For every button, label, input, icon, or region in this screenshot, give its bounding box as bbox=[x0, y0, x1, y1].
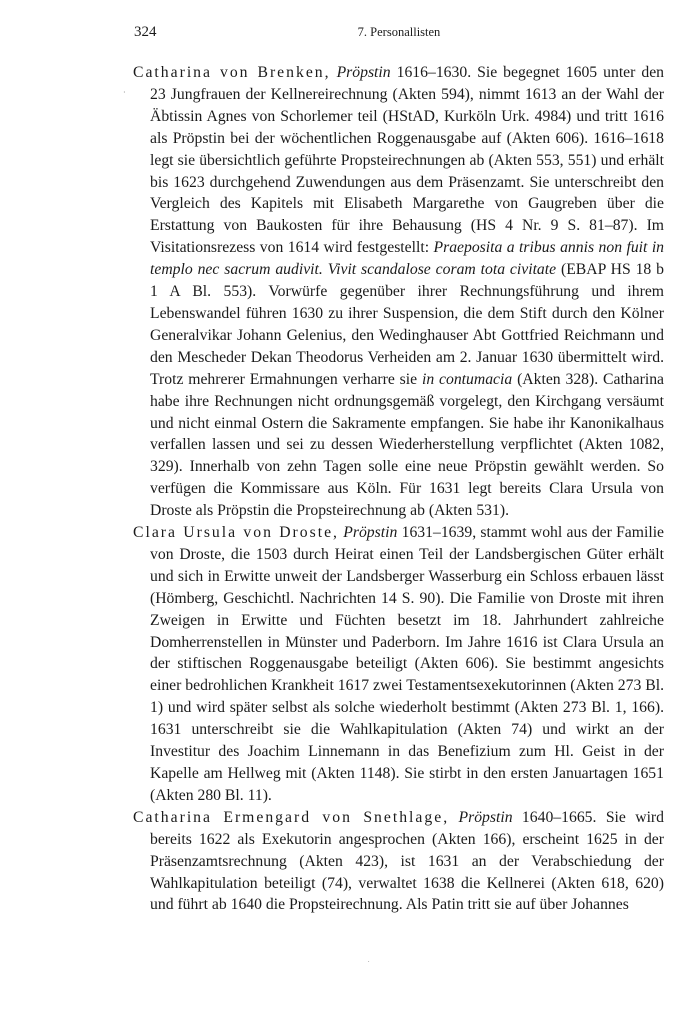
page-header bbox=[134, 24, 664, 44]
entry-title: Pröpstin bbox=[343, 524, 398, 542]
entry-latin-quote: in contumacia bbox=[421, 370, 513, 388]
entry-name: Catharina Ermengard von Snethlage, bbox=[133, 808, 450, 826]
entry-years: 1640–1665. bbox=[521, 808, 597, 826]
entry-years: 1631–1639, bbox=[401, 524, 477, 542]
entry-name: Catharina von Brenken, bbox=[133, 64, 331, 81]
page-number: 324 bbox=[134, 24, 157, 40]
entry-text: Sie wird bereits 1622 als Exekutorin angesprochen (Akten 166), erscheint 1625 in der Präsenzamtsrechnung (Akten 423), ist 1631 an der Verabschiedung der Wahlkapitulation beteiligt (74), verwaltet 1638 die Kellnerei (Akten 618, 620) und führt ab 1640 die Propsteirechnung. Als Patin tritt sie auf über Johannes bbox=[150, 808, 664, 914]
entry-clara-ursula-von-droste bbox=[133, 522, 664, 807]
bottom-mark: . bbox=[368, 958, 370, 964]
margin-mark: · bbox=[123, 88, 126, 97]
running-head: 7. Personallisten bbox=[357, 25, 441, 39]
entry-catharina-von-brenken bbox=[133, 62, 664, 522]
entry-latin-quote: Praeposita a tribus annis non fuit in templo nec sacrum audivit. Vivit scandalose coram tota civitate bbox=[150, 239, 665, 279]
entry-name: Clara Ursula von Droste, bbox=[133, 524, 339, 542]
entry-text: Sie begegnet 1605 unter den 23 Jungfrauen der Kellnereirechnung (Akten 594), nimmt 1613 an der Wahl der Äbtissin Agnes von Schorlemer teil (HStAD, Kurköln Urk. 4984) und tritt 1616 als Pröpstin bei der wöchentlichen Roggenausgabe auf (Akten 606). 1616–1618 legt sie übersichtlich geführte Propsteirechnungen ab (Akten 553, 551) und erhält bis 1623 durchgehend Zuwendungen aus dem Präsenzamt. Sie unterschreibt den Vergleich des Kapitels mit Elisabeth Margarethe von Gaugreben über die Erstattung von Baukosten für ihre Behausung (HS 4 Nr. 9 S. 81–87). Im Visitationsrezess von 1614 wird festgestellt: bbox=[150, 64, 665, 257]
entry-years: 1616–1630. bbox=[396, 64, 472, 81]
entry-text: stammt wohl aus der Familie von Droste, die 1503 durch Heirat einen Teil der Landsbergischen Güter erhält und sich in Erwitte unweit der Landsberger Wasserburg ein Schloss erbauen lässt (Hömberg, Geschichtl. Nachrichten 14 S. 90). Die Familie von Droste mit ihren Zweigen in Erwitte und Füchten besetzt im 18. Jahrhundert zahlreiche Domherrenstellen in Münster und Paderborn. Im Jahre 1616 ist Clara Ursula an der stiftischen Roggenausgabe beteiligt (Akten 606). Sie bestimmt angesichts einer bedrohlichen Krankheit 1617 zwei Testamentsexekutorinnen (Akten 273 Bl. 1) und wird später selbst als solche wiederholt bestimmt (Akten 273 Bl. 1, 166). 1631 unterschreibt sie die Wahlkapitulation (Akten 74) und wirkt an der Investitur des Joachim Linnemann in das Benefizium zum Hl. Geist in der Kapelle am Hellweg mit (Akten 1148). Sie stirbt in den ersten Januartagen 1651 (Akten 280 Bl. 11). bbox=[150, 524, 665, 804]
body-text bbox=[133, 62, 664, 916]
entry-catharina-ermengard-von-snethlage bbox=[133, 807, 664, 917]
entry-title: Pröpstin bbox=[336, 64, 391, 81]
entry-text: (Akten 328). Catharina habe ihre Rechnungen nicht ordnungsgemäß vorgelegt, den Kirchgang versäumt und nicht einmal Ostern die Sakramente empfangen. Sie habe ihr Kanonikalhaus verfallen lassen und sei zu dessen Wiederherstellung verpflichtet (Akten 1082, 329). Innerhalb von zehn Tagen solle eine neue Pröpstin gewählt werden. So verfügen die Kommissare aus Köln. Für 1631 legt bereits Clara Ursula von Droste als Pröpstin die Propsteirechnung ab (Akten 531). bbox=[150, 370, 664, 520]
entry-title: Pröpstin bbox=[458, 808, 513, 826]
entry-text: (EBAP HS 18 b 1 A Bl. 553). Vorwürfe gegenüber ihrer Rechnungsführung und ihrem Lebenswandel führen 1630 zu ihrer Suspension, die dem Stift durch den Kölner Generalvikar Johann Gelenius, den Wedinghauser Abt Gottfried Reichmann und den Mescheder Dekan Theodorus Verheiden am 2. Januar 1630 übermittelt wird. Trotz mehrerer Ermahnungen verharre sie bbox=[150, 261, 664, 388]
